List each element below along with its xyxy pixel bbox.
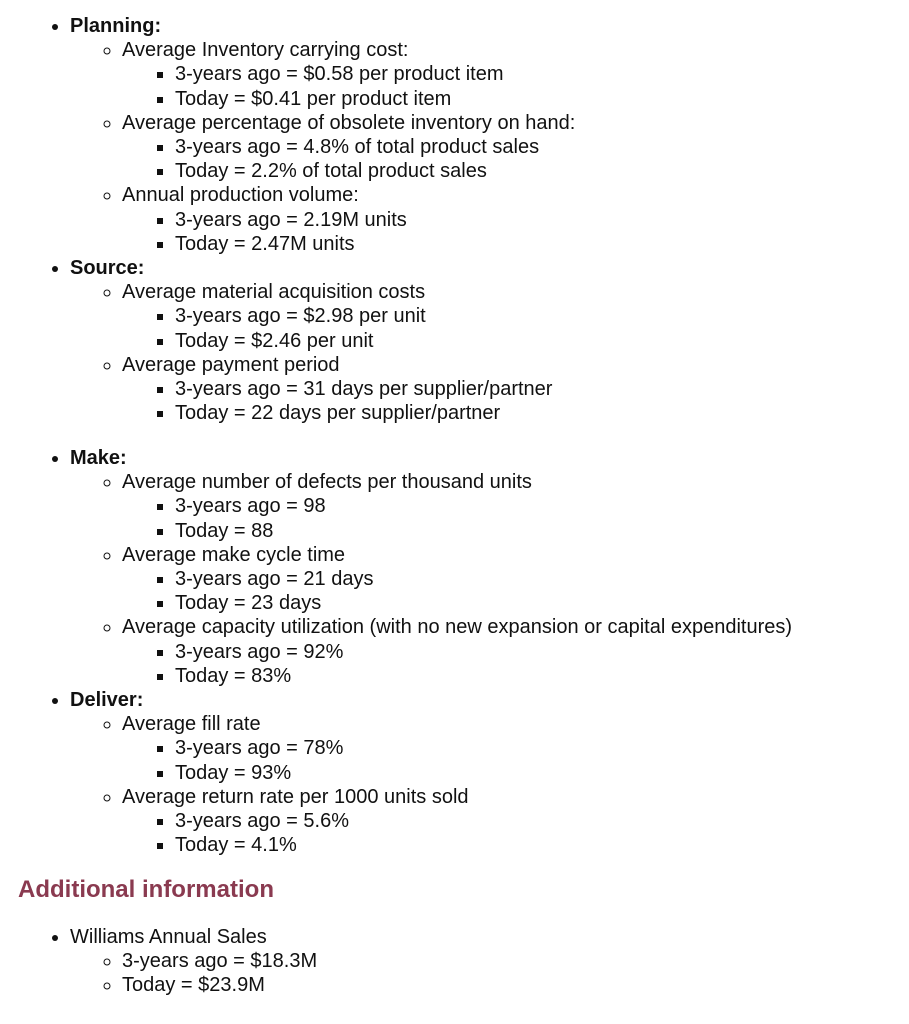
metric-item <box>122 543 909 616</box>
metric-value-past: ▪ 3-years ago = 98 <box>175 494 909 518</box>
metric-value-past: ▪ 3-years ago = 78% <box>175 736 909 760</box>
metric-value-past: ▪ 3-years ago = 4.8% of total product sales <box>175 135 909 159</box>
metric-value-today: ▪ Today = 23 days <box>175 591 909 615</box>
metric-item <box>122 280 909 353</box>
metric-item <box>122 615 909 688</box>
category-label: Make: <box>70 447 127 470</box>
metric-label: Average Inventory carrying cost: <box>122 39 409 62</box>
metric-value-past: ▪ 3-years ago = 31 days per supplier/partner <box>175 377 909 401</box>
metric-label: Average number of defects per thousand units <box>122 471 532 494</box>
metric-label: Average capacity utilization (with no new expansion or capital expenditures) <box>122 616 793 639</box>
metric-value-today: ▪ Today = 93% <box>175 761 909 785</box>
additional-label: Williams Annual Sales <box>70 925 267 948</box>
additional-list <box>0 925 909 998</box>
category-deliver <box>70 688 909 857</box>
metric-value-today: ▪ Today = 2.2% of total product sales <box>175 159 909 183</box>
metric-label: Average fill rate <box>122 713 261 736</box>
metric-value-today: ▪ Today = 22 days per supplier/partner <box>175 401 909 425</box>
metric-item <box>122 183 909 256</box>
metric-value-today: ▪ Today = 2.47M units <box>175 232 909 256</box>
category-make <box>70 446 909 688</box>
metric-value-past: ▪ 3-years ago = $2.98 per unit <box>175 304 909 328</box>
metric-value-past: ▪ 3-years ago = 92% <box>175 640 909 664</box>
metric-value-past: ▪ 3-years ago = $0.58 per product item <box>175 62 909 86</box>
additional-item <box>70 925 909 998</box>
metric-value-today: ▪ Today = $0.41 per product item <box>175 87 909 111</box>
metric-value-today: ▪ Today = 83% <box>175 664 909 688</box>
metric-label: Average make cycle time <box>122 543 346 566</box>
metric-item <box>122 353 909 426</box>
metric-label: Annual production volume: <box>122 184 359 207</box>
metric-item <box>122 785 909 858</box>
metric-value-today: ▪ Today = 4.1% <box>175 833 909 857</box>
metric-label: Average percentage of obsolete inventory on hand: <box>122 111 576 134</box>
metric-value-today: ▪ Today = $2.46 per unit <box>175 329 909 353</box>
metric-item <box>122 111 909 184</box>
metric-value-past: ▪ 3-years ago = 21 days <box>175 567 909 591</box>
category-planning <box>70 14 909 256</box>
category-label: Deliver: <box>70 689 144 712</box>
additional-value-past: ◦ 3-years ago = $18.3M <box>122 949 909 973</box>
metric-item <box>122 38 909 111</box>
category-source <box>70 256 909 446</box>
metric-value-past: ▪ 3-years ago = 5.6% <box>175 809 909 833</box>
metric-label: Average payment period <box>122 353 340 376</box>
metrics-list <box>0 14 909 858</box>
metric-value-today: ▪ Today = 88 <box>175 519 909 543</box>
metric-label: Average return rate per 1000 units sold <box>122 785 469 808</box>
additional-value-today: ◦ Today = $23.9M <box>122 973 909 997</box>
category-label: Source: <box>70 257 145 280</box>
additional-heading-wrap <box>0 876 909 904</box>
metric-item <box>122 712 909 785</box>
metric-label: Average material acquisition costs <box>122 281 426 304</box>
metric-value-past: ▪ 3-years ago = 2.19M units <box>175 208 909 232</box>
metric-item <box>122 470 909 543</box>
section-heading-additional: Additional information <box>18 875 274 903</box>
blank-line <box>70 425 909 446</box>
category-label: Planning: <box>70 15 162 37</box>
